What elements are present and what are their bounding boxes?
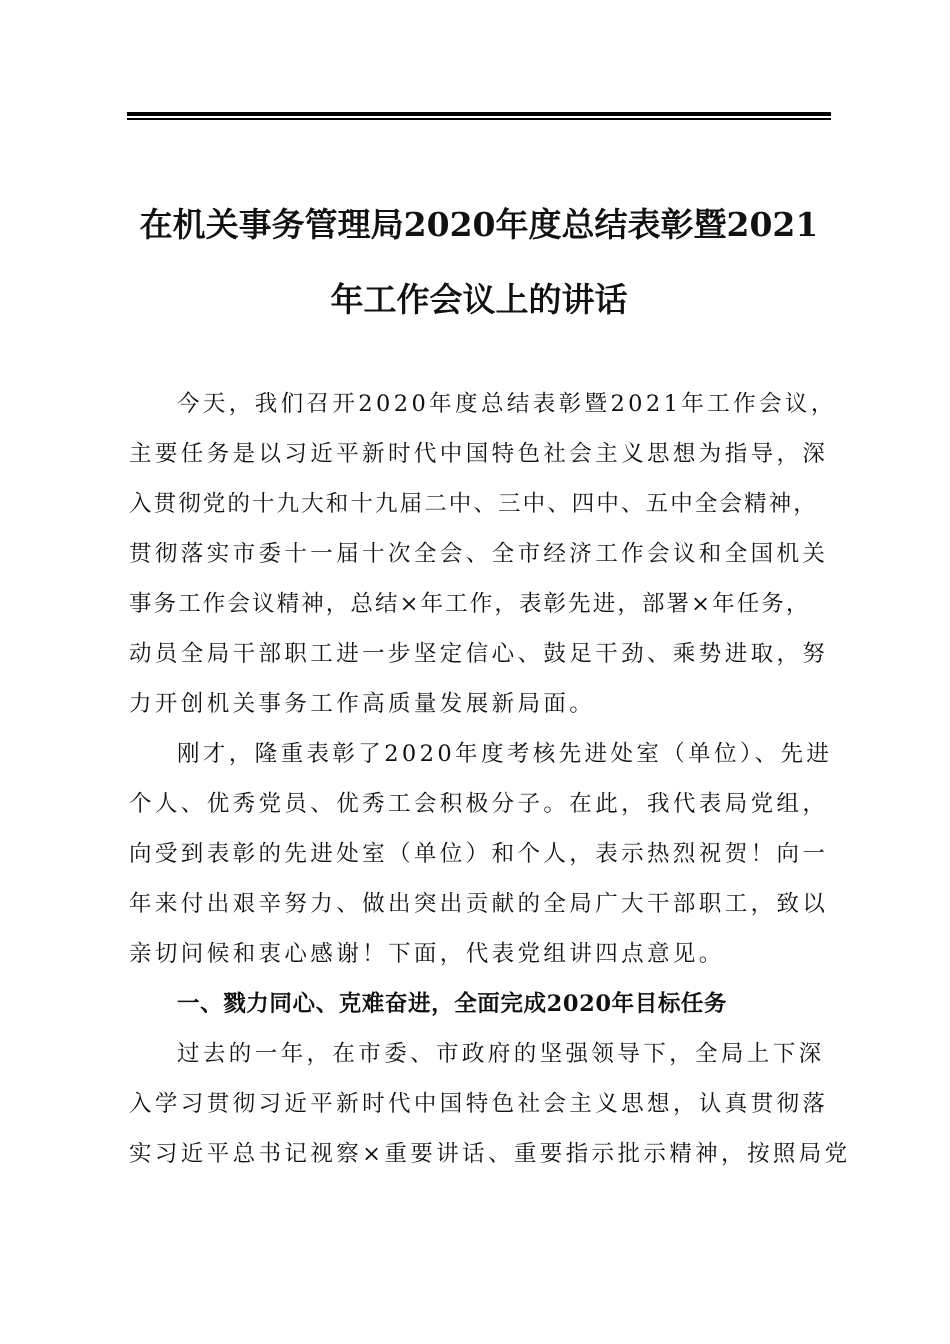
paragraph-line: 动员全局干部职工进一步坚定信心、鼓足干劲、乘势进取，努: [129, 641, 829, 667]
paragraph-line: 主要任务是以习近平新时代中国特色社会主义思想为指导，深: [129, 441, 829, 467]
paragraph-line: 个人、优秀党员、优秀工会积极分子。在此，我代表局党组，: [129, 791, 829, 817]
paragraph-line: 亲切问候和衷心感谢！下面，代表党组讲四点意见。: [129, 941, 725, 967]
paragraph-line: 入贯彻党的十九大和十九届二中、三中、四中、五中全会精神，: [129, 491, 818, 517]
document-title-line-2: 年工作会议上的讲话: [330, 280, 628, 319]
section-heading: 一、戮力同心、克难奋进，全面完成2020年目标任务: [177, 991, 728, 1017]
paragraph-line: 实习近平总书记视察×重要讲话、重要指示批示精神，按照局党: [129, 1141, 851, 1167]
paragraph-line: 事务工作会议精神，总结×年工作，表彰先进，部署×年任务，: [129, 591, 811, 617]
paragraph-line: 刚才，隆重表彰了2020年度考核先进处室（单位）、先进: [177, 741, 833, 767]
header-rule-thin: [127, 118, 831, 120]
paragraph-line: 贯彻落实市委十一届十次全会、全市经济工作会议和全国机关: [129, 541, 829, 567]
paragraph-line: 向受到表彰的先进处室（单位）和个人，表示热烈祝贺！向一: [129, 841, 829, 867]
document-title-line-1: 在机关事务管理局2020年度总结表彰暨2021: [139, 205, 819, 244]
paragraph-line: 力开创机关事务工作高质量发展新局面。: [129, 691, 596, 717]
paragraph-line: 今天，我们召开2020年度总结表彰暨2021年工作会议，: [177, 391, 837, 417]
paragraph-line: 入学习贯彻习近平新时代中国特色社会主义思想，认真贯彻落: [129, 1091, 829, 1117]
paragraph-line: 过去的一年，在市委、市政府的坚强领导下，全局上下深: [177, 1041, 825, 1067]
header-rule-thick: [127, 112, 831, 116]
paragraph-line: 年来付出艰辛努力、做出突出贡献的全局广大干部职工，致以: [129, 891, 829, 917]
